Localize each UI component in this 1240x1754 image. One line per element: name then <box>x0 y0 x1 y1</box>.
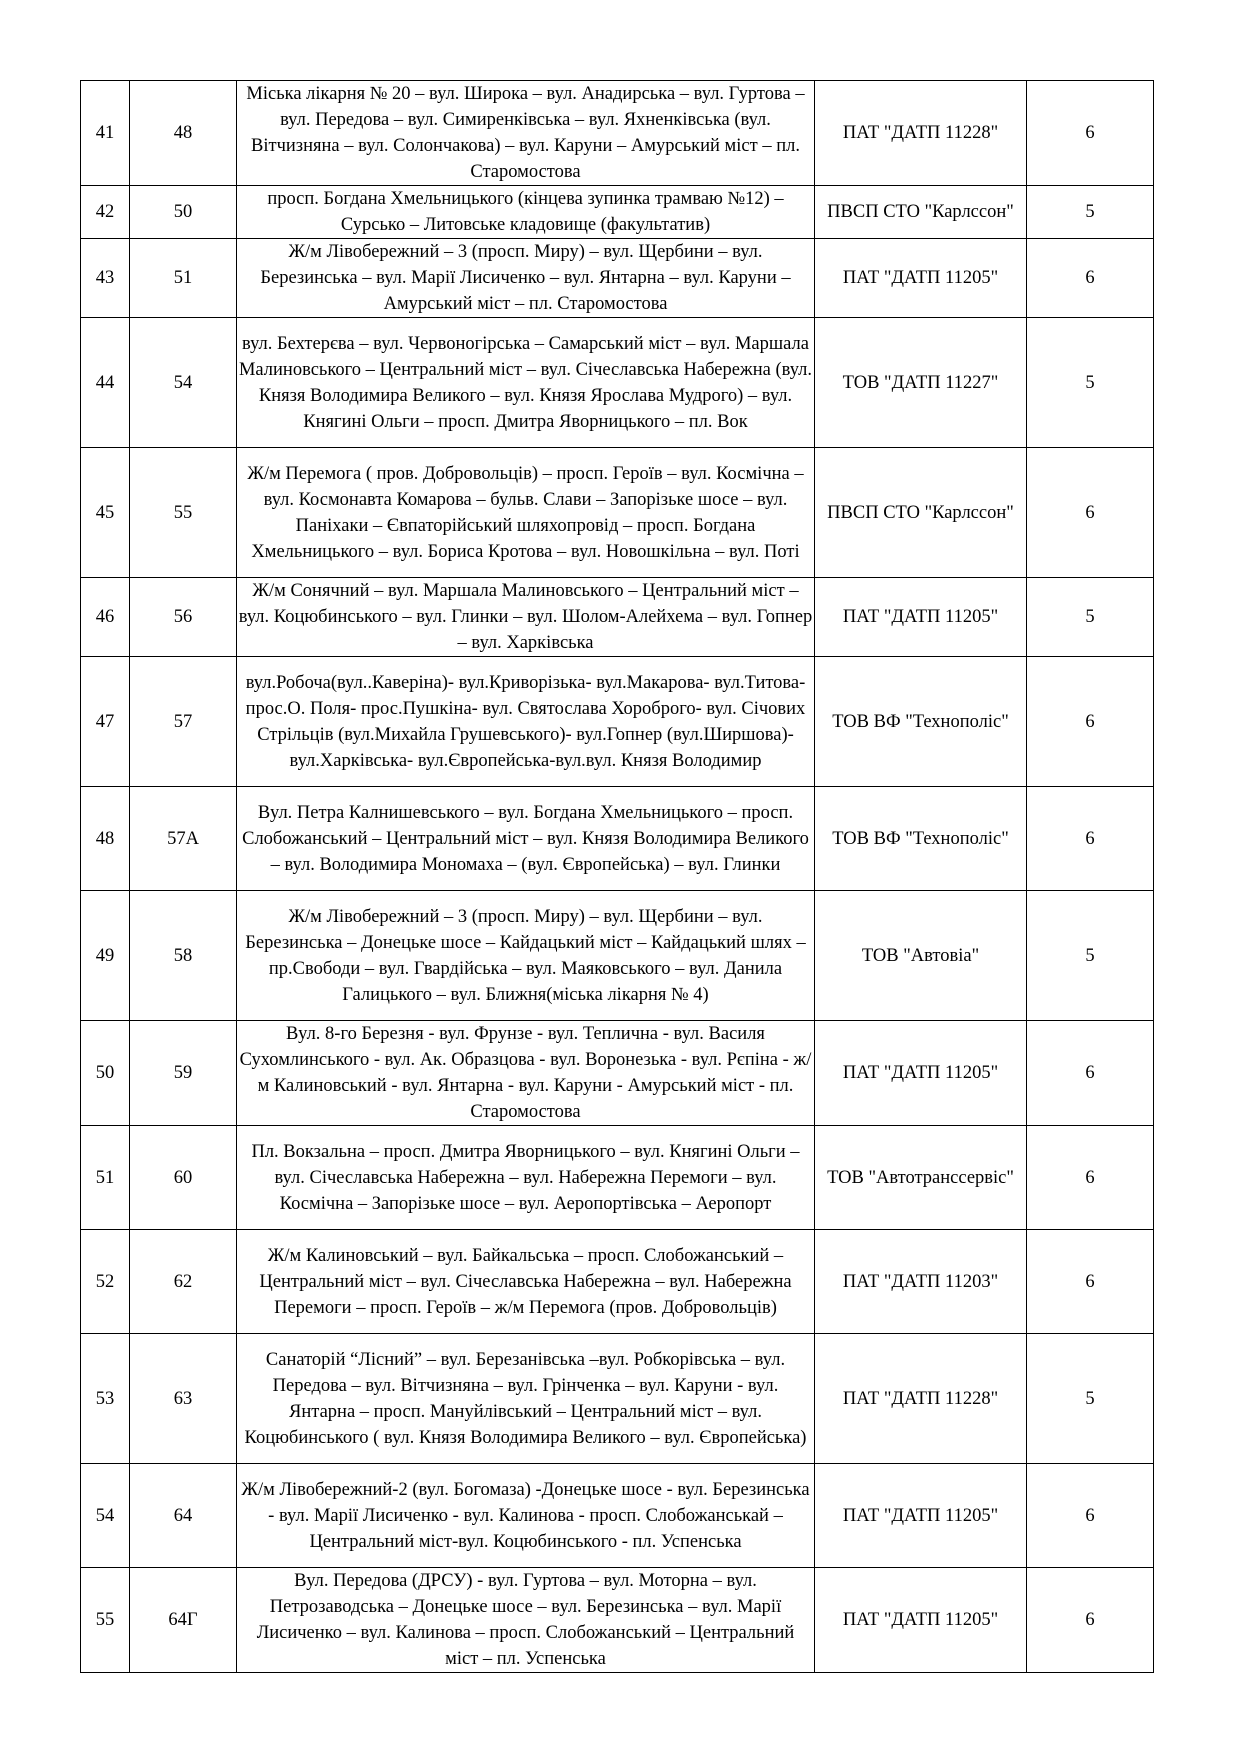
table-row <box>81 1021 1154 1126</box>
table-row <box>81 1568 1154 1673</box>
table-row <box>81 657 1154 787</box>
table-row <box>81 578 1154 657</box>
vehicle-count: 6 <box>1027 787 1154 891</box>
carrier: ПАТ "ДАТП 11205" <box>815 1021 1027 1126</box>
carrier: ПАТ "ДАТП 11205" <box>815 1464 1027 1568</box>
row-number: 43 <box>81 239 130 318</box>
route-path: Вул. 8-го Березня - вул. Фрунзе - вул. Теплична - вул. Василя Сухомлинського - вул. Ак. Образцова - вул. Воронезька - вул. Рєпіна - ж/м Калиновський - вул. Янтарна - вул. Каруни - Амурський міст - пл. Старомостова <box>237 1021 815 1126</box>
table-row <box>81 1334 1154 1464</box>
table-row <box>81 239 1154 318</box>
row-number: 48 <box>81 787 130 891</box>
carrier: ТОВ "Автотранссервіс" <box>815 1126 1027 1230</box>
table-row <box>81 318 1154 448</box>
row-number: 41 <box>81 81 130 186</box>
route-number: 57 <box>130 657 237 787</box>
vehicle-count: 6 <box>1027 1230 1154 1334</box>
route-number: 55 <box>130 448 237 578</box>
table-row <box>81 1230 1154 1334</box>
carrier: ПАТ "ДАТП 11205" <box>815 578 1027 657</box>
route-number: 48 <box>130 81 237 186</box>
row-number: 44 <box>81 318 130 448</box>
route-path: просп. Богдана Хмельницького (кінцева зупинка трамваю №12) – Сурсько – Литовське кладовище (факультатив) <box>237 186 815 239</box>
route-path: Ж/м Лівобережний – 3 (просп. Миру) – вул. Щербини – вул. Березинська – вул. Марії Лисиченко – вул. Янтарна – вул. Каруни – Амурський міст – пл. Старомостова <box>237 239 815 318</box>
table-row <box>81 787 1154 891</box>
row-number: 47 <box>81 657 130 787</box>
route-number: 51 <box>130 239 237 318</box>
carrier: ПАТ "ДАТП 11205" <box>815 239 1027 318</box>
row-number: 53 <box>81 1334 130 1464</box>
row-number: 49 <box>81 891 130 1021</box>
route-number: 64 <box>130 1464 237 1568</box>
carrier: ПАТ "ДАТП 11203" <box>815 1230 1027 1334</box>
table-row <box>81 81 1154 186</box>
route-number: 59 <box>130 1021 237 1126</box>
routes-table <box>80 80 1154 1673</box>
vehicle-count: 6 <box>1027 1126 1154 1230</box>
carrier: ТОВ "Автовіа" <box>815 891 1027 1021</box>
route-path: Вул. Петра Калнишевського – вул. Богдана Хмельницького – просп. Слобожанський – Центральний міст – вул. Князя Володимира Великого – вул. Володимира Мономаха – (вул. Європейська) – вул. Глинки <box>237 787 815 891</box>
route-path: вул.Робоча(вул..Каверіна)- вул.Криворізька- вул.Макарова- вул.Титова- прос.О. Поля- прос.Пушкіна- вул. Святослава Хороброго- вул. Січових Стрільців (вул.Михайла Грушевського)- вул.Гопнер (вул.Ширшова)-вул.Харківська- вул.Європейська-вул.вул. Князя Володимир <box>237 657 815 787</box>
table-row <box>81 1464 1154 1568</box>
carrier: ПАТ "ДАТП 11205" <box>815 1568 1027 1673</box>
carrier: ПАТ "ДАТП 11228" <box>815 1334 1027 1464</box>
vehicle-count: 5 <box>1027 318 1154 448</box>
vehicle-count: 6 <box>1027 239 1154 318</box>
vehicle-count: 6 <box>1027 1021 1154 1126</box>
carrier: ТОВ "ДАТП 11227" <box>815 318 1027 448</box>
route-number: 57А <box>130 787 237 891</box>
table-row <box>81 891 1154 1021</box>
row-number: 50 <box>81 1021 130 1126</box>
route-path: Санаторій “Лісний” – вул. Березанівська –вул. Робкорівська – вул. Передова – вул. Вітчизняна – вул. Грінченка – вул. Каруни - вул. Янтарна – просп. Мануйлівський – Центральний міст – вул. Коцюбинського ( вул. Князя Володимира Великого – вул. Європейська) <box>237 1334 815 1464</box>
route-path: Пл. Вокзальна – просп. Дмитра Яворницького – вул. Княгині Ольги – вул. Січеславська Набережна – вул. Набережна Перемоги – вул. Космічна – Запорізьке шосе – вул. Аеропортівська – Аеропорт <box>237 1126 815 1230</box>
carrier: ПВСП СТО "Карлссон" <box>815 186 1027 239</box>
route-number: 64Г <box>130 1568 237 1673</box>
table-row <box>81 186 1154 239</box>
carrier: ПАТ "ДАТП 11228" <box>815 81 1027 186</box>
row-number: 52 <box>81 1230 130 1334</box>
route-path: Ж/м Перемога ( пров. Добровольців) – просп. Героїв – вул. Космічна – вул. Космонавта Комарова – бульв. Слави – Запорізьке шосе – вул. Паніхаки – Євпаторійський шляхопровід – просп. Богдана Хмельницького – вул. Бориса Кротова – вул. Новошкільна – вул. Поті <box>237 448 815 578</box>
row-number: 42 <box>81 186 130 239</box>
vehicle-count: 5 <box>1027 891 1154 1021</box>
route-path: Міська лікарня № 20 – вул. Широка – вул. Анадирська – вул. Гуртова – вул. Передова – вул. Симиренківська – вул. Яхненківська (вул. Вітчизняна – вул. Солончакова) – вул. Каруни – Амурський міст – пл. Старомостова <box>237 81 815 186</box>
route-path: Ж/м Сонячний – вул. Маршала Малиновського – Центральний міст – вул. Коцюбинського – вул. Глинки – вул. Шолом-Алейхема – вул. Гопнер – вул. Харківська <box>237 578 815 657</box>
route-path: Вул. Передова (ДРСУ) - вул. Гуртова – вул. Моторна – вул. Петрозаводська – Донецьке шосе – вул. Березинська – вул. Марії Лисиченко – вул. Калинова – просп. Слобожанський – Центральний міст – пл. Успенська <box>237 1568 815 1673</box>
route-number: 54 <box>130 318 237 448</box>
row-number: 45 <box>81 448 130 578</box>
table-row <box>81 448 1154 578</box>
route-number: 50 <box>130 186 237 239</box>
vehicle-count: 5 <box>1027 578 1154 657</box>
vehicle-count: 5 <box>1027 186 1154 239</box>
route-path: Ж/м Лівобережний – 3 (просп. Миру) – вул. Щербини – вул. Березинська – Донецьке шосе – Кайдацький міст – Кайдацький шлях – пр.Свободи – вул. Гвардійська – вул. Маяковського – вул. Данила Галицького – вул. Ближня(міська лікарня № 4) <box>237 891 815 1021</box>
row-number: 51 <box>81 1126 130 1230</box>
carrier: ПВСП СТО "Карлссон" <box>815 448 1027 578</box>
vehicle-count: 6 <box>1027 1464 1154 1568</box>
row-number: 55 <box>81 1568 130 1673</box>
row-number: 54 <box>81 1464 130 1568</box>
vehicle-count: 6 <box>1027 81 1154 186</box>
route-path: вул. Бехтерєва – вул. Червоногірська – Самарський міст – вул. Маршала Малиновського – Центральний міст – вул. Січеславська Набережна (вул. Князя Володимира Великого – вул. Князя Ярослава Мудрого) – вул. Княгині Ольги – просп. Дмитра Яворницького – пл. Вок <box>237 318 815 448</box>
vehicle-count: 6 <box>1027 657 1154 787</box>
table-row <box>81 1126 1154 1230</box>
route-number: 56 <box>130 578 237 657</box>
vehicle-count: 5 <box>1027 1334 1154 1464</box>
row-number: 46 <box>81 578 130 657</box>
route-number: 63 <box>130 1334 237 1464</box>
vehicle-count: 6 <box>1027 448 1154 578</box>
route-number: 60 <box>130 1126 237 1230</box>
route-path: Ж/м Калиновський – вул. Байкальська – просп. Слобожанський – Центральний міст – вул. Січеславська Набережна – вул. Набережна Перемоги – просп. Героїв – ж/м Перемога (пров. Добровольців) <box>237 1230 815 1334</box>
route-path: Ж/м Лівобережний-2 (вул. Богомаза) -Донецьке шосе - вул. Березинська - вул. Марії Лисиченко - вул. Калинова - просп. Слобожанськай – Центральний міст-вул. Коцюбинського - пл. Успенська <box>237 1464 815 1568</box>
carrier: ТОВ ВФ "Технополіс" <box>815 657 1027 787</box>
route-number: 62 <box>130 1230 237 1334</box>
carrier: ТОВ ВФ "Технополіс" <box>815 787 1027 891</box>
route-number: 58 <box>130 891 237 1021</box>
vehicle-count: 6 <box>1027 1568 1154 1673</box>
